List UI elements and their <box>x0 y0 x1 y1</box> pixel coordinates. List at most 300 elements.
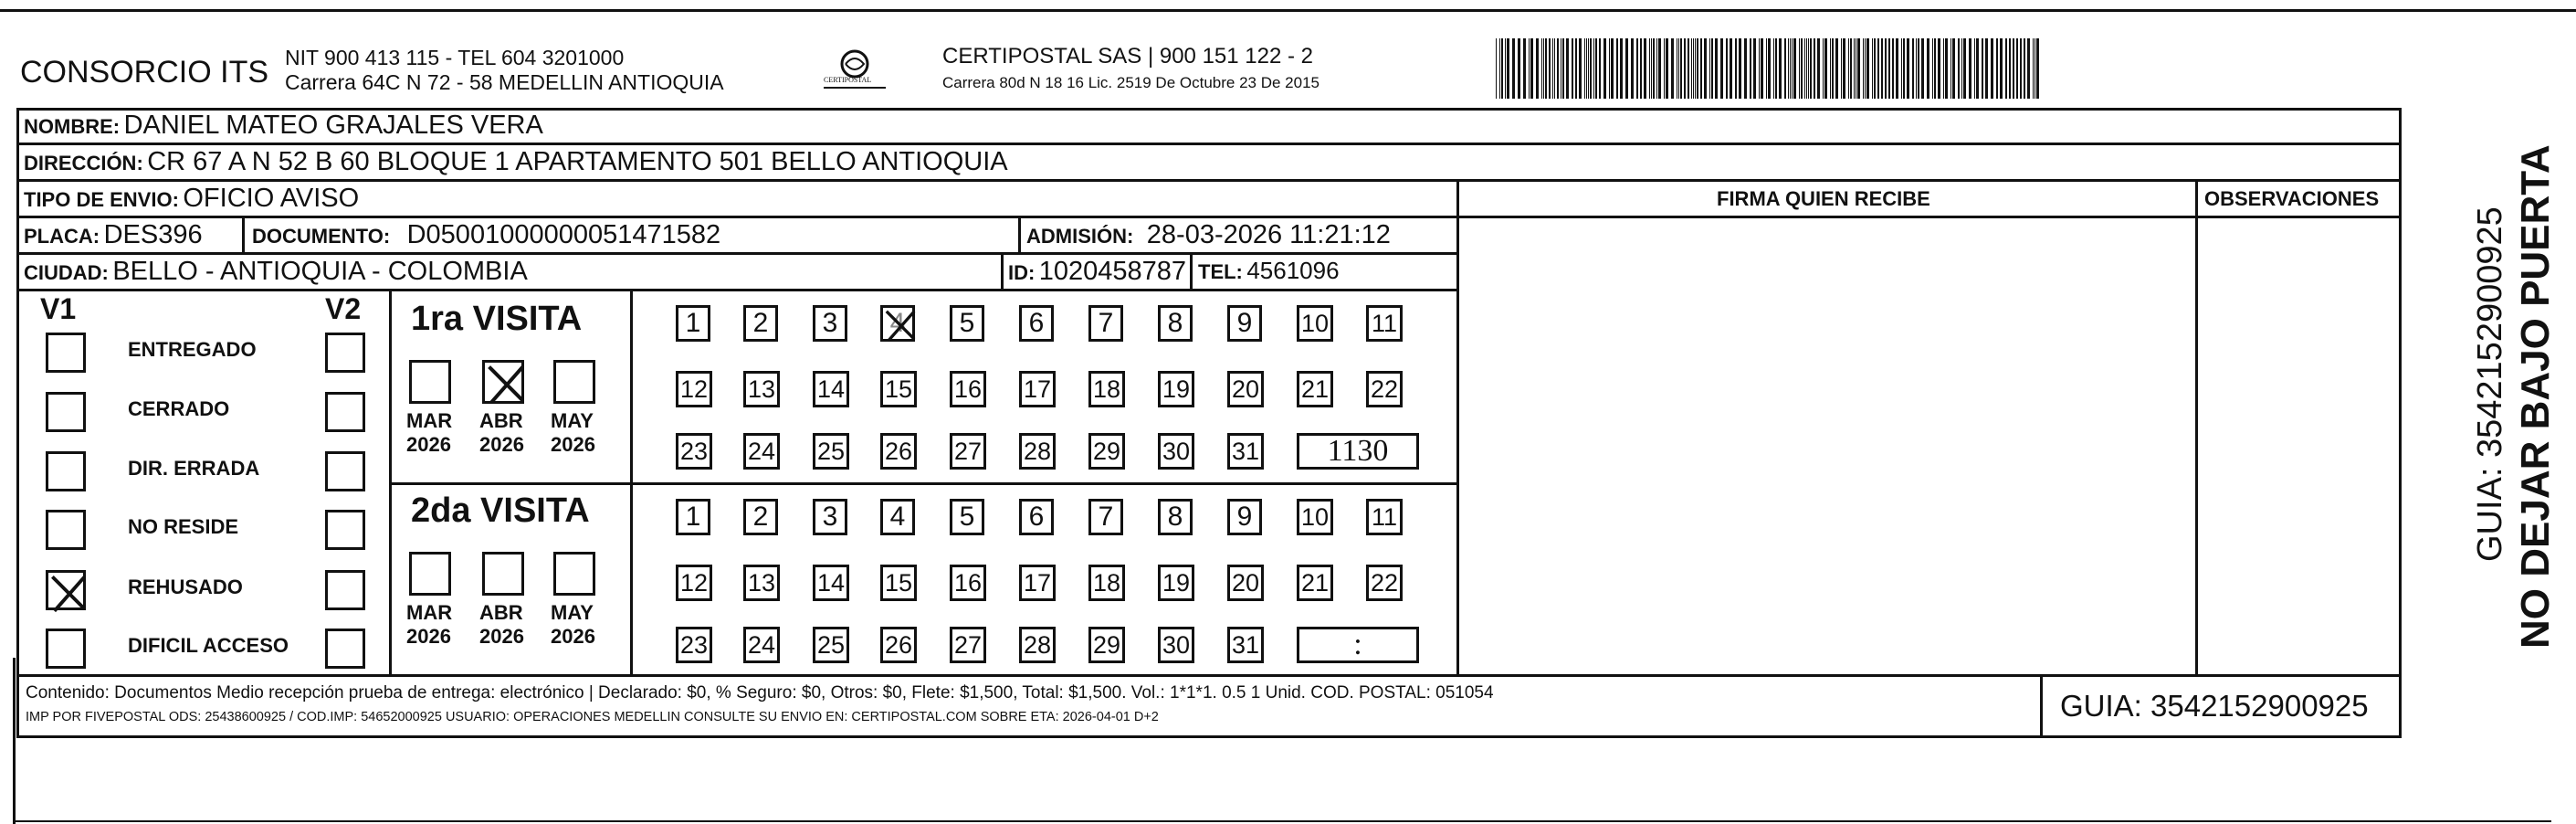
barcode-bar <box>1804 38 1805 99</box>
row-line-1 <box>16 143 2402 145</box>
visita2-day-box[interactable]: 31 <box>1227 627 1264 663</box>
visita1-day-box[interactable]: 22 <box>1366 371 1403 407</box>
visita1-day-box[interactable]: 18 <box>1088 371 1125 407</box>
barcode-bar <box>1599 38 1601 99</box>
observaciones-label: OBSERVACIONES <box>2204 187 2380 210</box>
barcode-bar <box>1963 38 1966 99</box>
bottom-edge-line <box>13 820 2551 822</box>
barcode-bar <box>1726 38 1728 99</box>
barcode-bar <box>1996 38 1998 99</box>
barcode-bar <box>1892 38 1894 99</box>
barcode-bar <box>1814 38 1815 99</box>
tipo-label: TIPO DE ENVIO: <box>24 188 179 211</box>
barcode-bar <box>1766 38 1767 99</box>
barcode-bar <box>1907 38 1909 99</box>
v2-checkbox[interactable] <box>325 333 365 373</box>
visita2-day-box[interactable]: 6 <box>1019 499 1054 535</box>
documento-label: DOCUMENTO: <box>252 225 391 248</box>
visita1-day-box[interactable]: 17 <box>1019 371 1056 407</box>
direccion-label: DIRECCIÓN: <box>24 152 143 174</box>
row-line-2 <box>16 179 2402 182</box>
visita2-day-box[interactable]: 10 <box>1297 499 1333 535</box>
barcode-bar <box>1974 38 1975 99</box>
visita2-day-box[interactable]: 3 <box>813 499 847 535</box>
visita1-day-box[interactable]: 16 <box>950 371 986 407</box>
visita2-day-box[interactable]: 4 <box>880 499 915 535</box>
barcode-bar <box>2027 38 2030 99</box>
status-label: DIR. ERRADA <box>128 457 260 480</box>
footer-line-1: Contenido: Documentos Medio recepción prueba de entrega: electrónico | Declarado: $0, % Seguro: $0, Otros: $0, Flete: $1,500, Total: $1,500. Vol.: 1*1*1. 0.5 1 Unid. COD. POSTAL: 051054 <box>26 683 1494 703</box>
status-label: CERRADO <box>128 397 230 420</box>
barcode-bar <box>1958 38 1960 99</box>
barcode-bar <box>1854 38 1855 99</box>
visita1-day-box[interactable]: 25 <box>813 433 849 470</box>
tel-value: 4561096 <box>1246 257 1340 284</box>
barcode <box>1496 38 2042 99</box>
visita2-day-box[interactable]: 5 <box>950 499 984 535</box>
barcode-bar <box>1688 38 1689 99</box>
id-row <box>1008 259 1186 285</box>
visita1-day-box[interactable]: 7 <box>1088 305 1123 342</box>
barcode-bar <box>1499 38 1500 99</box>
visita1-month-name: MAR <box>406 409 453 432</box>
visita2-day-box[interactable]: 30 <box>1158 627 1194 663</box>
barcode-bar <box>1653 38 1655 99</box>
barcode-bar <box>1985 38 1988 99</box>
barcode-bar <box>1881 38 1883 99</box>
barcode-bar <box>1711 38 1713 99</box>
row-line-6 <box>389 482 1456 485</box>
barcode-bar <box>1877 38 1879 99</box>
obs-divider <box>2195 179 2198 674</box>
v2-checkbox[interactable] <box>325 570 365 610</box>
visita1-day-box[interactable]: 27 <box>950 433 986 470</box>
visita2-day-box[interactable]: 9 <box>1227 499 1262 535</box>
visita2-time-box[interactable]: : <box>1297 627 1419 663</box>
visita2-day-box[interactable]: 28 <box>1019 627 1056 663</box>
visita2-day-box[interactable]: 14 <box>813 565 849 601</box>
barcode-bar <box>1609 38 1610 99</box>
barcode-bar <box>1512 38 1515 99</box>
nombre-row <box>24 112 543 139</box>
id-label: ID: <box>1008 261 1036 284</box>
barcode-bar <box>1586 38 1587 99</box>
barcode-bar <box>1938 38 1940 99</box>
barcode-bar <box>1625 38 1628 99</box>
ciudad-row <box>24 259 528 285</box>
barcode-bar <box>1945 38 1948 99</box>
barcode-bar <box>1554 38 1555 99</box>
barcode-bar <box>1932 38 1933 99</box>
visita1-day-box[interactable]: 21 <box>1297 371 1333 407</box>
barcode-bar <box>1744 38 1747 99</box>
left-edge-line <box>13 658 16 824</box>
visita1-day-box[interactable]: 15 <box>880 371 917 407</box>
barcode-bar <box>1518 38 1520 99</box>
visita2-day-box[interactable]: 25 <box>813 627 849 663</box>
status-divider <box>389 289 392 674</box>
barcode-bar <box>2024 38 2025 99</box>
admision-row <box>1026 222 1391 248</box>
barcode-bar <box>1903 38 1905 99</box>
barcode-bar <box>1808 38 1809 99</box>
barcode-bar <box>1572 38 1573 99</box>
visita1-month-checkbox[interactable] <box>553 360 595 404</box>
v2-checkbox[interactable] <box>325 451 365 491</box>
barcode-bar <box>1982 38 1983 99</box>
id-value: 1020458787 <box>1038 257 1187 286</box>
barcode-bar <box>1680 38 1682 99</box>
barcode-bar <box>2020 38 2022 99</box>
barcode-bar <box>2000 38 2003 99</box>
barcode-bar <box>1691 38 1692 99</box>
barcode-bar <box>1720 38 1723 99</box>
visita2-day-box[interactable]: 22 <box>1366 565 1403 601</box>
visita2-day-box[interactable]: 24 <box>743 627 780 663</box>
barcode-bar <box>1603 38 1606 99</box>
barcode-bar <box>1649 38 1650 99</box>
row-line-5 <box>16 289 1456 291</box>
barcode-bar <box>1792 38 1793 99</box>
direccion-value: CR 67 A N 52 B 60 BLOQUE 1 APARTAMENTO 501 BELLO ANTIOQUIA <box>147 147 1008 176</box>
placa-row <box>24 222 203 248</box>
firma-label: FIRMA QUIEN RECIBE <box>1717 187 1930 210</box>
visita2-month-checkbox[interactable] <box>409 552 451 596</box>
visita2-day-box[interactable]: 26 <box>880 627 917 663</box>
barcode-bar <box>1835 38 1838 99</box>
barcode-bar <box>1575 38 1577 99</box>
footer-guia: GUIA: 3542152900925 <box>2060 689 2369 723</box>
visita2-day-box[interactable]: 18 <box>1088 565 1125 601</box>
visita2-month-year: 2026 <box>551 625 595 648</box>
barcode-bar <box>1934 38 1936 99</box>
barcode-bar <box>1768 38 1771 99</box>
barcode-bar <box>1806 38 1807 99</box>
status-label: REHUSADO <box>128 576 243 598</box>
status-label: ENTREGADO <box>128 338 257 361</box>
barcode-bar <box>1588 38 1589 99</box>
nit-line: NIT 900 413 115 - TEL 604 3201000 <box>285 46 625 69</box>
visita1-day-box[interactable]: 1 <box>676 305 710 342</box>
barcode-bar <box>1735 38 1737 99</box>
status-label: NO RESIDE <box>128 515 239 538</box>
barcode-bar <box>1666 38 1668 99</box>
visita2-day-box[interactable]: 11 <box>1366 499 1403 535</box>
visita2-month-checkbox[interactable] <box>482 552 524 596</box>
tel-divider <box>1190 252 1193 289</box>
visita1-month-name: MAY <box>551 409 594 432</box>
barcode-bar <box>1541 38 1542 99</box>
barcode-bar <box>1817 38 1820 99</box>
barcode-bar <box>2013 38 2014 99</box>
nombre-label: NOMBRE: <box>24 115 121 138</box>
v2-checkbox[interactable] <box>325 629 365 669</box>
visita2-day-box[interactable]: 7 <box>1088 499 1123 535</box>
visita1-day-box[interactable]: 23 <box>676 433 712 470</box>
barcode-bar <box>2016 38 2018 99</box>
barcode-bar <box>1885 38 1887 99</box>
barcode-bar <box>1874 38 1876 99</box>
visita1-day-box[interactable]: 5 <box>950 305 984 342</box>
admision-value: 28-03-2026 11:21:12 <box>1146 220 1391 249</box>
guia-footer-divider <box>2040 674 2043 738</box>
barcode-bar <box>1715 38 1718 99</box>
admision-label: ADMISIÓN: <box>1026 225 1134 248</box>
barcode-bar <box>1773 38 1774 99</box>
barcode-bar <box>1620 38 1623 99</box>
barcode-bar <box>1566 38 1569 99</box>
visita1-day-box[interactable]: 13 <box>743 371 780 407</box>
barcode-bar <box>1562 38 1564 99</box>
barcode-bar <box>1658 38 1661 99</box>
ciudad-label: CIUDAD: <box>24 261 109 284</box>
barcode-bar <box>1640 38 1642 99</box>
visita1-day-box[interactable]: 12 <box>676 371 712 407</box>
placa-label: PLACA: <box>24 225 100 248</box>
certipostal-logo-text: CERTIPOSTAL <box>824 76 872 84</box>
barcode-bar <box>1545 38 1547 99</box>
barcode-bar <box>1872 38 1873 99</box>
visita1-title: 1ra VISITA <box>411 300 583 338</box>
documento-row <box>252 222 720 248</box>
visita1-day-box[interactable]: 20 <box>1227 371 1264 407</box>
visita1-day-box[interactable]: 31 <box>1227 433 1264 470</box>
barcode-bar <box>1579 38 1582 99</box>
barcode-bar <box>1739 38 1741 99</box>
barcode-bar <box>2005 38 2007 99</box>
visita2-day-box[interactable]: 12 <box>676 565 712 601</box>
v1-checkbox[interactable] <box>46 570 86 610</box>
visita2-day-box[interactable]: 19 <box>1158 565 1194 601</box>
id-divider <box>1001 252 1004 289</box>
v1-checkbox[interactable] <box>46 392 86 432</box>
row-line-3 <box>16 216 2402 218</box>
barcode-bar <box>1961 38 1962 99</box>
admision-divider <box>1018 216 1021 252</box>
barcode-bar <box>1921 38 1924 99</box>
visita1-month-checkbox[interactable] <box>409 360 451 404</box>
visita1-day-box[interactable]: 26 <box>880 433 917 470</box>
company-address: Carrera 64C N 72 - 58 MEDELLIN ANTIOQUIA <box>285 70 724 94</box>
barcode-bar <box>1843 38 1845 99</box>
company-name: CONSORCIO ITS <box>20 55 269 90</box>
barcode-bar <box>1830 38 1831 99</box>
visita1-day-box[interactable]: 28 <box>1019 433 1056 470</box>
barcode-bar <box>1697 38 1698 99</box>
v1-checkbox[interactable] <box>46 333 86 373</box>
barcode-bar <box>1557 38 1559 99</box>
visita1-day-box[interactable]: 6 <box>1019 305 1054 342</box>
visita1-month-year: 2026 <box>551 433 595 456</box>
v1-checkbox[interactable] <box>46 629 86 669</box>
documento-value: D05001000000051471582 <box>406 220 721 249</box>
certipostal-logo-icon <box>811 46 899 97</box>
no-dejar-text: NO DEJAR BAJO PUERTA <box>2513 144 2558 649</box>
barcode-bar <box>1611 38 1614 99</box>
form-frame <box>16 108 2402 738</box>
barcode-bar <box>1501 38 1503 99</box>
barcode-bar <box>1916 38 1917 99</box>
barcode-bar <box>2009 38 2011 99</box>
v1-checkbox[interactable] <box>46 451 86 491</box>
barcode-bar <box>1536 38 1539 99</box>
v2-checkbox[interactable] <box>325 510 365 550</box>
barcode-bar <box>1865 38 1866 99</box>
barcode-bar <box>1912 38 1914 99</box>
visita2-month-year: 2026 <box>479 625 524 648</box>
barcode-bar <box>1750 38 1751 99</box>
visita2-day-box[interactable]: 17 <box>1019 565 1056 601</box>
barcode-bar <box>1584 38 1585 99</box>
barcode-bar <box>1552 38 1553 99</box>
barcode-bar <box>1529 38 1530 99</box>
visita2-day-box[interactable]: 27 <box>950 627 986 663</box>
right-panel-divider <box>1456 179 1459 674</box>
visita1-day-box[interactable]: 4 <box>880 305 915 342</box>
visita2-day-box[interactable]: 1 <box>676 499 710 535</box>
barcode-bar <box>1759 38 1760 99</box>
visita2-month-name: MAY <box>551 601 594 624</box>
barcode-bar <box>1790 38 1791 99</box>
barcode-bar <box>1896 38 1898 99</box>
barcode-bar <box>1695 38 1696 99</box>
nombre-value: DANIEL MATEO GRAJALES VERA <box>123 111 543 140</box>
side-guia-text: GUIA: 3542152900925 <box>2471 206 2509 562</box>
barcode-bar <box>2033 38 2034 99</box>
visita1-day-box[interactable]: 29 <box>1088 433 1125 470</box>
tel-label: TEL: <box>1198 260 1243 283</box>
visita1-month-year: 2026 <box>406 433 451 456</box>
barcode-bar <box>1671 38 1674 99</box>
barcode-bar <box>1779 38 1782 99</box>
barcode-bar <box>1952 38 1955 99</box>
visita1-day-box[interactable]: 2 <box>743 305 778 342</box>
barcode-bar <box>1656 38 1657 99</box>
barcode-bar <box>1784 38 1786 99</box>
barcode-bar <box>1799 38 1800 99</box>
v2-checkbox[interactable] <box>325 392 365 432</box>
footer-top-line <box>16 674 2402 677</box>
placa-divider <box>242 216 245 252</box>
barcode-bar <box>1824 38 1827 99</box>
barcode-bar <box>1590 38 1592 99</box>
visita2-day-box[interactable]: 23 <box>676 627 712 663</box>
visita2-day-box[interactable]: 2 <box>743 499 778 535</box>
barcode-bar <box>1684 38 1686 99</box>
barcode-bar <box>1664 38 1665 99</box>
tipo-row <box>24 185 359 212</box>
barcode-bar <box>1832 38 1834 99</box>
visita2-day-box[interactable]: 21 <box>1297 565 1333 601</box>
barcode-bar <box>1549 38 1551 99</box>
barcode-bar <box>1651 38 1652 99</box>
barcode-bar <box>1991 38 1993 99</box>
visita2-month-checkbox[interactable] <box>553 552 595 596</box>
v1-checkbox[interactable] <box>46 510 86 550</box>
barcode-bar <box>1976 38 1979 99</box>
barcode-bar <box>1593 38 1594 99</box>
row-line-4 <box>16 252 1456 255</box>
barcode-bar <box>1505 38 1506 99</box>
barcode-bar <box>1543 38 1544 99</box>
visita2-day-box[interactable]: 16 <box>950 565 986 601</box>
ciudad-value: BELLO - ANTIOQUIA - COLOMBIA <box>112 257 528 286</box>
barcode-bar <box>1841 38 1842 99</box>
status-label: DIFICIL ACCESO <box>128 634 289 657</box>
barcode-bar <box>1530 38 1533 99</box>
barcode-bar <box>1918 38 1919 99</box>
visita1-day-box[interactable]: 8 <box>1158 305 1193 342</box>
top-border-line <box>0 9 2576 12</box>
visita1-day-box[interactable]: 30 <box>1158 433 1194 470</box>
footer-line-2: IMP POR FIVEPOSTAL ODS: 25438600925 / COD.IMP: 54652000925 USUARIO: OPERACIONES MEDELLIN CONSULTE SU ENVIO EN: CERTIPOSTAL.COM SOBRE ETA: 2026-04-01 D+2 <box>26 710 1159 724</box>
barcode-bar <box>1793 38 1796 99</box>
visita1-month-name: ABR <box>479 409 523 432</box>
v1-label: V1 <box>40 292 77 325</box>
barcode-bar <box>1943 38 1944 99</box>
tel-row <box>1198 259 1340 282</box>
barcode-bar <box>1709 38 1710 99</box>
visita2-day-box[interactable]: 20 <box>1227 565 1264 601</box>
barcode-bar <box>1753 38 1756 99</box>
barcode-bar <box>1927 38 1929 99</box>
visita1-day-box[interactable]: 9 <box>1227 305 1262 342</box>
visit-title-divider <box>630 289 633 674</box>
barcode-bar <box>1507 38 1509 99</box>
visita1-day-box[interactable]: 19 <box>1158 371 1194 407</box>
barcode-bar <box>1969 38 1971 99</box>
visita2-day-box[interactable]: 8 <box>1158 499 1193 535</box>
visita2-month-year: 2026 <box>406 625 451 648</box>
visita1-day-box[interactable]: 11 <box>1366 305 1403 342</box>
barcode-bar <box>1801 38 1803 99</box>
visita2-month-name: ABR <box>479 601 523 624</box>
visita1-time-box[interactable]: 1130 <box>1297 433 1419 470</box>
barcode-bar <box>2036 38 2039 99</box>
barcode-bar <box>1950 38 1951 99</box>
visita1-month-year: 2026 <box>479 433 524 456</box>
direccion-row <box>24 149 1008 175</box>
visita1-day-box[interactable]: 24 <box>743 433 780 470</box>
barcode-bar <box>1866 38 1869 99</box>
visita2-day-box[interactable]: 29 <box>1088 627 1125 663</box>
barcode-bar <box>1595 38 1597 99</box>
barcode-bar <box>1678 38 1679 99</box>
certipostal-line-1: CERTIPOSTAL SAS | 900 151 122 - 2 <box>942 44 1313 69</box>
visita1-day-box[interactable]: 10 <box>1297 305 1333 342</box>
visita1-month-checkbox[interactable] <box>482 360 524 404</box>
barcode-bar <box>1823 38 1824 99</box>
visita1-day-box[interactable]: 14 <box>813 371 849 407</box>
visita2-day-box[interactable]: 13 <box>743 565 780 601</box>
visita1-day-box[interactable]: 3 <box>813 305 847 342</box>
barcode-bar <box>1693 38 1694 99</box>
placa-value: DES396 <box>103 220 203 249</box>
barcode-bar <box>1848 38 1849 99</box>
barcode-bar <box>1863 38 1864 99</box>
v2-label: V2 <box>325 292 362 325</box>
visita2-day-box[interactable]: 15 <box>880 565 917 601</box>
barcode-bar <box>1775 38 1777 99</box>
barcode-bar <box>1700 38 1702 99</box>
barcode-bar <box>1636 38 1638 99</box>
barcode-bar <box>1496 38 1497 99</box>
barcode-bar <box>1857 38 1860 99</box>
barcode-bar <box>1644 38 1646 99</box>
barcode-bar <box>1523 38 1526 99</box>
barcode-bar <box>1761 38 1763 99</box>
certipostal-line-2: Carrera 80d N 18 16 Lic. 2519 De Octubre 23 De 2015 <box>942 74 1320 91</box>
